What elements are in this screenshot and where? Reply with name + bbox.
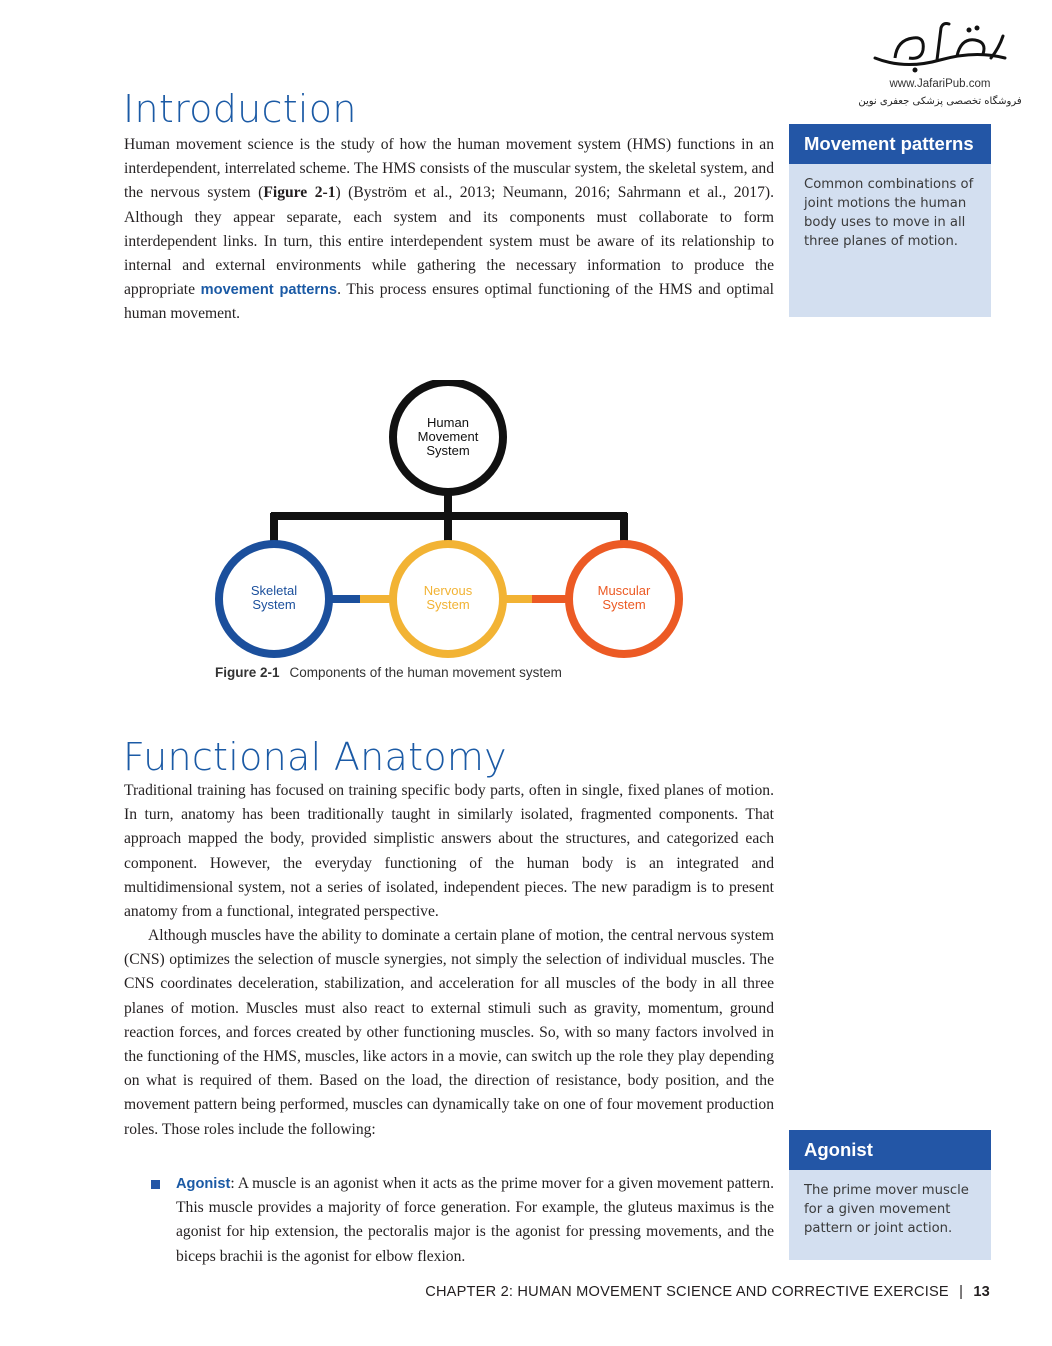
sidebar-title: Agonist bbox=[789, 1130, 991, 1170]
sidebar-definition: The prime mover muscle for a given movement pattern or joint action. bbox=[804, 1183, 969, 1236]
functional-paragraph-2: Although muscles have the ability to dominate a certain plane of motion, the central nervous system (CNS) optimizes the selection of muscle synergies, not simply the selection of individual muscles. The CNS coordinates deceleration, stabilization, and acceleration for all muscles of the body in all three planes of motion. Muscles must also react to external stimuli such as gravity, momentum, ground reaction forces, and forces created by other functioning muscles. So, with so many factors involved in the functioning of the HMS, muscles, like actors in a movie, can switch up the role they play depending on what is required of them. Based on the load, the direction of resistance, body position, and the movement pattern being performed, muscles can dynamically take on one of four movement production roles. Those roles include the following: bbox=[124, 927, 774, 1138]
agonist-term: Agonist bbox=[176, 1176, 231, 1192]
bullet-square-icon bbox=[151, 1180, 160, 1189]
hms-diagram bbox=[200, 380, 700, 665]
introduction-heading: Introduction bbox=[123, 87, 357, 131]
bullet-agonist bbox=[148, 1172, 774, 1269]
hms-label-3: System bbox=[426, 443, 470, 458]
watermark-url: www.JafariPub.com bbox=[889, 78, 991, 90]
intro-text-2: ) (Byström et al., 2013; Neumann, 2016; Sahrmann et al., 2017). Although they appear separate, each system and its components must collaborate to form interdependent links. In turn, this entire interdependent system must be aware of its relationship to internal and external environments while gathering the necessary information to produce the appropriate bbox=[124, 184, 774, 299]
calligraphy-logo-icon bbox=[865, 18, 1015, 76]
watermark-logo bbox=[850, 18, 1030, 107]
nervous-label-1: Nervous bbox=[423, 583, 473, 598]
skeletal-label-1: Skeletal bbox=[250, 583, 298, 598]
nervous-label-2: System bbox=[426, 597, 470, 612]
muscular-label-2: System bbox=[602, 597, 646, 612]
intro-text-3: . This process ensures optimal functioning of the HMS and optimal human movement. bbox=[124, 281, 775, 323]
sidebar-title: Movement patterns bbox=[789, 124, 991, 164]
introduction-paragraph bbox=[124, 133, 774, 327]
intro-text-1: Human movement science is the study of how the human movement system (HMS) functions in an interdependent, interrelated scheme. The HMS consists of the muscular system, the skeletal system, and the nervous system ( bbox=[124, 136, 774, 202]
watermark-shop-name: فروشگاه تخصصی پزشکی جعفری نوین bbox=[858, 96, 1022, 107]
agonist-paragraph bbox=[176, 1172, 774, 1269]
sidebar-definition: Common combinations of joint motions the human body uses to move in all three planes of motion. bbox=[804, 177, 974, 249]
page-footer bbox=[410, 1284, 990, 1300]
chapter-title: CHAPTER 2: HUMAN MOVEMENT SCIENCE AND CORRECTIVE EXERCISE bbox=[425, 1284, 949, 1300]
figure-reference: Figure 2-1 bbox=[263, 184, 336, 202]
functional-paragraph-1: Traditional training has focused on training specific body parts, often in single, fixed planes of motion. In turn, anatomy has been traditionally taught in similarly isolated, fragmented components. That approach mapped the body, provided simplistic answers about the structures, and categorized each component. However, the everyday functioning of the human body is an integrated and multidimensional system, not a series of isolated, independent pieces. The new paradigm is to present anatomy from a functional, integrated perspective. bbox=[124, 782, 774, 921]
agonist-text: : A muscle is an agonist when it acts as the prime mover for a given movement pattern. This muscle provides a majority of force generation. For example, the gluteus maximus is the agonist for hip extension, the pectoralis major is the agonist for pressing movements, and the biceps brachii is the agonist for elbow flexion. bbox=[176, 1175, 774, 1265]
muscular-label-1: Muscular bbox=[597, 583, 651, 598]
figure-caption bbox=[215, 665, 562, 680]
sidebar-agonist bbox=[789, 1130, 991, 1260]
movement-patterns-term: movement patterns bbox=[200, 282, 338, 299]
page-number: 13 bbox=[973, 1284, 990, 1300]
hms-label-1: Human bbox=[427, 415, 469, 430]
figure-caption-text: Components of the human movement system bbox=[289, 665, 562, 680]
footer-separator: | bbox=[959, 1284, 964, 1300]
skeletal-label-2: System bbox=[252, 597, 296, 612]
figure-number: Figure 2-1 bbox=[215, 665, 280, 680]
hms-label-2: Movement bbox=[417, 429, 479, 444]
functional-anatomy-heading: Functional Anatomy bbox=[123, 735, 507, 779]
sidebar-movement-patterns bbox=[789, 124, 991, 317]
